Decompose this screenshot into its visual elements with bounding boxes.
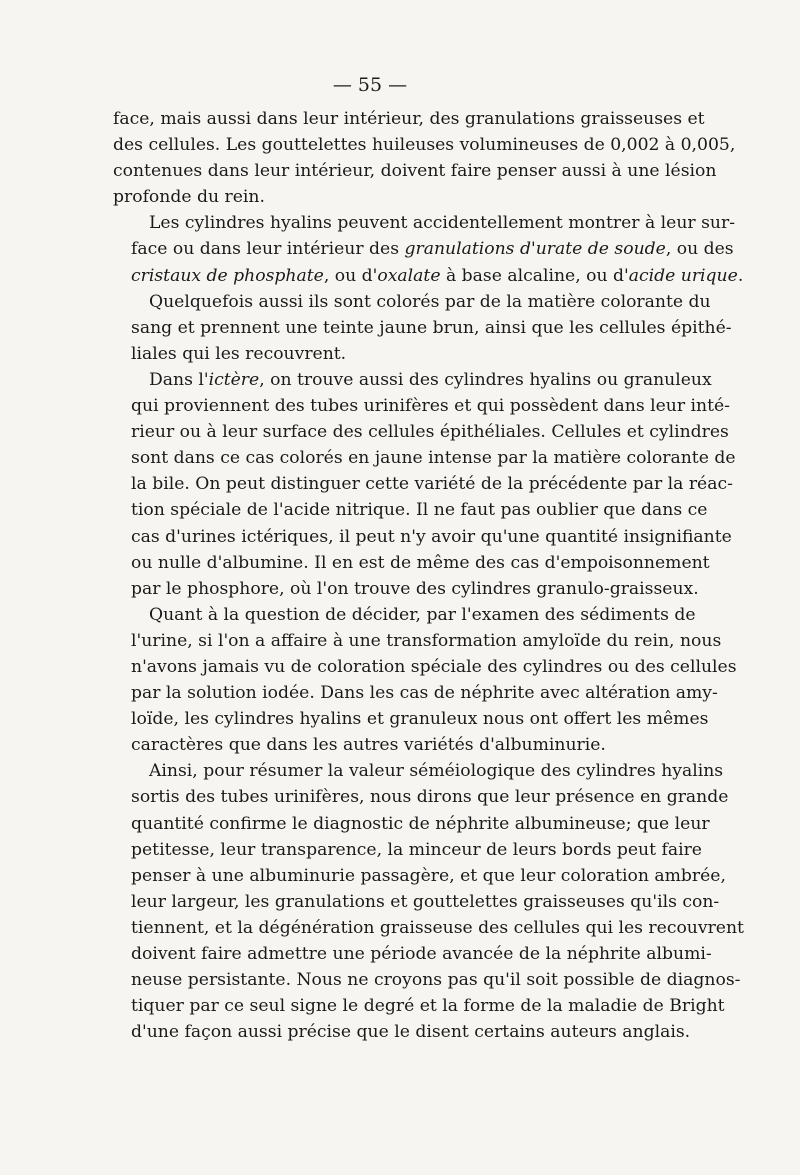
paragraph	[113, 106, 736, 210]
text-line: Quelquefois aussi ils sont colorés par de la matière colorante du	[149, 291, 711, 312]
paragraph	[113, 289, 732, 367]
text-line: par la solution iodée. Dans les cas de néphrite avec altération amy-	[131, 683, 718, 704]
paragraph	[113, 758, 744, 1045]
text-line: face ou dans leur intérieur des granulations d'urate de soude, ou des	[131, 239, 734, 260]
text-line: tiennent, et la dégénération graisseuse des cellules qui les recouvrent	[131, 917, 744, 938]
text-line: quantité confirme le diagnostic de néphrite albumineuse; que leur	[131, 813, 710, 834]
text-line: tion spéciale de l'acide nitrique. Il ne faut pas oublier que dans ce	[131, 500, 708, 521]
paragraph	[113, 367, 736, 602]
paragraph	[113, 602, 737, 759]
text-line: doivent faire admettre une période avancée de la néphrite albumi-	[131, 944, 712, 964]
text-line: cas d'urines ictériques, il peut n'y avoir qu'une quantité insignifiante	[131, 526, 732, 547]
text-line: sang et prennent une teinte jaune brun, ainsi que les cellules épithé-	[131, 317, 732, 338]
text-line: neuse persistante. Nous ne croyons pas qu'il soit possible de diagnos-	[131, 970, 741, 991]
text-line: tiquer par ce seul signe le degré et la forme de la maladie de Bright	[131, 996, 725, 1017]
text-line: ou nulle d'albumine. Il en est de même des cas d'empoisonnement	[131, 552, 710, 573]
text-line: d'une façon aussi précise que le disent certains auteurs anglais.	[131, 1022, 691, 1043]
text-line: Quant à la question de décider, par l'examen des sédiments de	[149, 604, 696, 625]
text-line: l'urine, si l'on a affaire à une transformation amyloïde du rein, nous	[131, 630, 722, 651]
text-line: cristaux de phosphate, ou d'oxalate à base alcaline, ou d'acide urique.	[131, 265, 744, 286]
page-number: — 55 —	[332, 74, 408, 96]
text-line: petitesse, leur transparence, la minceur de leurs bords peut faire	[131, 839, 702, 860]
text-line: caractères que dans les autres variétés d'albuminurie.	[131, 735, 606, 756]
text-line: la bile. On peut distinguer cette variété de la précédente par la réac-	[131, 474, 733, 495]
text-line: leur largeur, les granulations et gouttelettes graisseuses qu'ils con-	[131, 891, 720, 912]
text-line: face, mais aussi dans leur intérieur, des granulations graisseuses et	[113, 109, 705, 129]
paragraph	[113, 210, 744, 288]
text-line: contenues dans leur intérieur, doivent faire penser aussi à une lésion	[113, 161, 717, 182]
text-line: profonde du rein.	[113, 187, 265, 208]
text-line: Dans l'ictère, on trouve aussi des cylindres hyalins ou granuleux	[149, 369, 712, 390]
text-line: liales qui les recouvrent.	[131, 343, 347, 364]
text-line: sortis des tubes urinifères, nous dirons que leur présence en grande	[131, 787, 729, 808]
text-line: qui proviennent des tubes urinifères et qui possèdent dans leur inté-	[131, 396, 730, 417]
body-text	[113, 106, 744, 1045]
text-line: rieur ou à leur surface des cellules épithéliales. Cellules et cylindres	[131, 422, 729, 443]
text-line: des cellules. Les gouttelettes huileuses volumineuses de 0,002 à 0,005,	[113, 135, 736, 156]
text-line: Ainsi, pour résumer la valeur séméiologique des cylindres hyalins	[149, 761, 724, 782]
text-line: Les cylindres hyalins peuvent accidentellement montrer à leur sur-	[149, 213, 736, 234]
text-line: sont dans ce cas colorés en jaune intense par la matière colorante de	[131, 448, 736, 469]
text-line: loïde, les cylindres hyalins et granuleux nous ont offert les mêmes	[131, 709, 709, 730]
text-line: n'avons jamais vu de coloration spéciale des cylindres ou des cellules	[131, 656, 737, 677]
text-line: penser à une albuminurie passagère, et que leur coloration ambrée,	[131, 865, 726, 886]
text-line: par le phosphore, où l'on trouve des cylindres granulo-graisseux.	[131, 578, 699, 599]
